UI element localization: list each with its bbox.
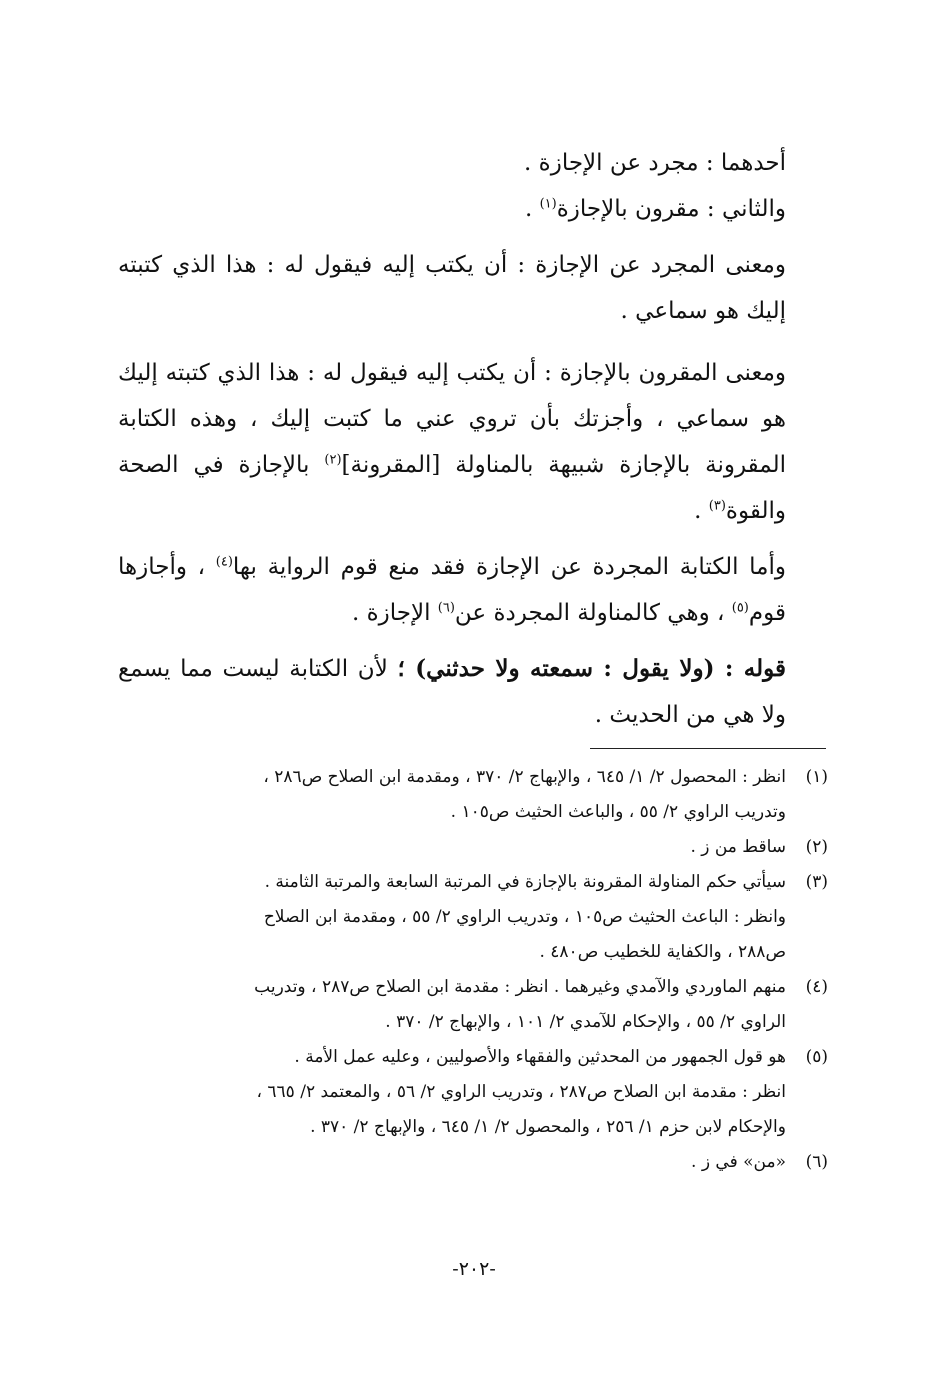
footnote-number: (٦) — [805, 1152, 828, 1172]
main-text — [118, 140, 786, 738]
footnote-1 — [118, 760, 828, 830]
footnote-body — [118, 830, 786, 865]
footnote-4 — [118, 970, 828, 1040]
footnote-3 — [118, 865, 828, 970]
footnote-body — [118, 865, 786, 970]
footnote-number: (٣) — [805, 872, 828, 892]
footnote-body — [118, 970, 786, 1040]
footnote-line: سيأتي حكم المناولة المقرونة بالإجازة في المرتبة السابعة والمرتبة الثامنة . — [264, 872, 786, 892]
footnote-ref-1[interactable]: (١) — [539, 196, 557, 212]
footnote-line: ساقط من ز . — [690, 837, 786, 857]
paragraph-6: قوله : (ولا يقول : سمعته ولا حدثني) ؛ لأن الكتابة ليست مما يسمع ولا هي من الحديث . — [118, 655, 786, 728]
footnote-line: انظر : المحصول ٢/ ١/ ٦٤٥ ، والإبهاج ٢/ ٣٧٠ ، ومقدمة ابن الصلاح ص٢٨٦ ، — [263, 767, 786, 787]
paragraph-3: ومعنى المجرد عن الإجازة : أن يكتب إليه فيقول له : هذا الذي كتبته إليك هو سماعي . — [118, 252, 786, 324]
footnote-body — [118, 1145, 786, 1180]
footnote-line: هو قول الجمهور من المحدثين والفقهاء والأصوليين ، وعليه عمل الأمة . — [294, 1047, 786, 1067]
footnote-line: وتدريب الراوي ٢/ ٥٥ ، والباعث الحثيث ص١٠٥ . — [450, 802, 786, 822]
footnote-6 — [118, 1145, 828, 1180]
footnote-2 — [118, 830, 828, 865]
footnote-5 — [118, 1040, 828, 1145]
paragraph-4: ومعنى المقرون بالإجازة : أن يكتب إليه فيقول له : هذا الذي كتبته إليك هو سماعي ، وأجزتك بأن تروي عني ما كتبت إليك ، وهذه الكتابة المقرونة بالإجازة شبيهة بالمناولة [المقرونة]$^{(٢)}$ بالإجازة في الصحة والقوة$^{(٣)}$ . — [118, 360, 787, 524]
footnote-line: ص٢٨٨ ، والكفاية للخطيب ص٤٨٠ . — [539, 942, 786, 962]
paragraph-5: وأما الكتابة المجردة عن الإجازة فقد منع قوم الرواية بها$^{(٤)}$ ، وأجازها قوم$^{(٥)}$ ، وهي كالمناولة المجردة عن$^{(٦)}$ الإجازة . — [118, 554, 786, 626]
footnote-line: انظر : مقدمة ابن الصلاح ص٢٨٧ ، وتدريب الراوي ٢/ ٥٦ ، والمعتمد ٢/ ٦٦٥ ، — [256, 1082, 786, 1102]
footnote-divider — [590, 748, 826, 749]
paragraph-2: والثاني : مقرون بالإجازة$^{(١)}$ . — [524, 196, 786, 222]
footnotes — [118, 760, 828, 1180]
footnote-body — [118, 1040, 786, 1145]
footnote-number: (٢) — [805, 837, 828, 857]
page-number: -٢٠٢- — [452, 1258, 496, 1280]
footnote-ref-3[interactable]: (٣) — [708, 498, 726, 514]
footnote-line: الراوي ٢/ ٥٥ ، والإحكام للآمدي ٢/ ١٠١ ، والإبهاج ٢/ ٣٧٠ . — [385, 1012, 786, 1032]
footnote-line: وانظر : الباعث الحثيث ص١٠٥ ، وتدريب الراوي ٢/ ٥٥ ، ومقدمة ابن الصلاح — [263, 907, 786, 927]
footnote-ref-4[interactable]: (٤) — [215, 554, 233, 570]
footnote-number: (٤) — [805, 977, 828, 997]
footnote-ref-5[interactable]: (٥) — [731, 600, 749, 616]
footnote-number: (٥) — [805, 1047, 828, 1067]
footnote-body — [118, 760, 786, 830]
footnote-number: (١) — [805, 767, 828, 787]
paragraph-1: أحدهما : مجرد عن الإجازة . — [524, 150, 786, 176]
footnote-ref-2[interactable]: (٢) — [324, 452, 342, 468]
quoted-phrase: قوله : (ولا يقول : سمعته ولا حدثني) ؛ — [397, 655, 786, 682]
footnote-line: منهم الماوردي والآمدي وغيرهما . انظر : مقدمة ابن الصلاح ص٢٨٧ ، وتدريب — [254, 977, 786, 997]
footnote-line: والإحكام لابن حزم ١/ ٢٥٦ ، والمحصول ٢/ ١/ ٦٤٥ ، والإبهاج ٢/ ٣٧٠ . — [310, 1117, 786, 1137]
footnote-ref-6[interactable]: (٦) — [437, 600, 455, 616]
footnote-line: «من» في ز . — [691, 1152, 786, 1172]
